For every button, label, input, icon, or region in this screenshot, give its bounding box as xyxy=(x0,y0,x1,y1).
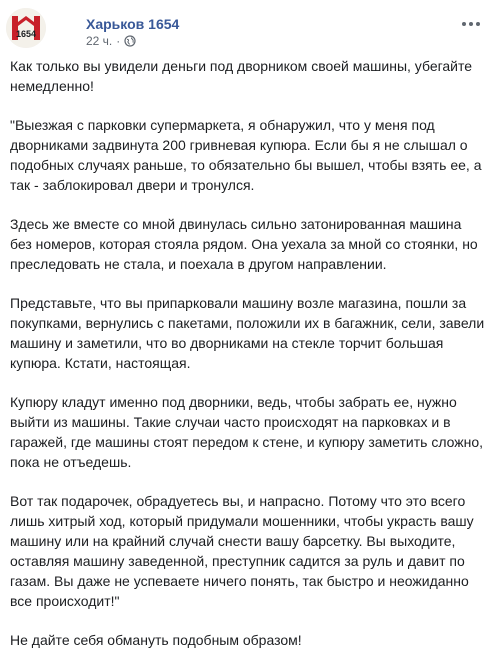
post-paragraph: Купюру кладут именно под дворники, ведь, чтобы забрать ее, нужно выйти из машины. Такие случаи часто происходят на парковках и в гаражей, где машины стоят передом к стене, и купюру заметить сложно, пока не отъедешь. xyxy=(10,394,484,470)
more-dot xyxy=(462,22,466,26)
post-body xyxy=(10,56,485,650)
post-paragraph: Не дайте себя обмануть подобным образом! xyxy=(10,632,302,648)
more-dot xyxy=(476,22,480,26)
page-name-link[interactable]: Харьков 1654 xyxy=(86,16,180,32)
page-logo-icon xyxy=(6,8,46,48)
page-avatar[interactable] xyxy=(6,8,46,48)
post-timestamp[interactable]: 22 ч. xyxy=(86,34,113,48)
post-paragraph: Здесь же вместе со мной двинулась сильно затонированная машина без номеров, которая стояла рядом. Она уехала за мной со стоянки, но преследовать не стала, и поехала в другом направлении. xyxy=(10,216,478,272)
more-dot xyxy=(469,22,473,26)
avatar-lettering: 1654 xyxy=(15,29,37,39)
post-meta xyxy=(86,34,136,48)
globe-icon[interactable] xyxy=(124,35,136,47)
post-header xyxy=(4,4,489,52)
post-paragraph: Представьте, что вы припарковали машину возле магазина, пошли за покупками, вернулись с пакетами, положили их в багажник, сели, завели машину и заметили, что во дворниками на стекле торчит большая купюра. Кстати, настоящая. xyxy=(10,295,485,371)
meta-separator: · xyxy=(116,34,121,48)
post-paragraph: Как только вы увидели деньги под дворником своей машины, убегайте немедленно! xyxy=(10,58,473,94)
post-paragraph: Вот так подарочек, обрадуетесь вы, и напрасно. Потому что это всего лишь хитрый ход, который придумали мошенники, чтобы украсть вашу машину или на крайний случай снести вашу барсетку. Вы выходите, оставляя машину заведенной, преступник садится за руль и давит по газам. Вы даже не успеваете ничего понять, так быстро и неожиданно все происходит!" xyxy=(10,493,474,609)
more-options-icon[interactable] xyxy=(459,16,483,32)
post-paragraph: "Выезжая с парковки супермаркета, я обнаружил, что у меня под дворниками задвинута 200 гривневая купюра. Если бы я не слышал о подобных случаях раньше, то обязательно бы вышел, чтобы взять ее, а так - заблокировал двери и тронулся. xyxy=(10,117,482,193)
